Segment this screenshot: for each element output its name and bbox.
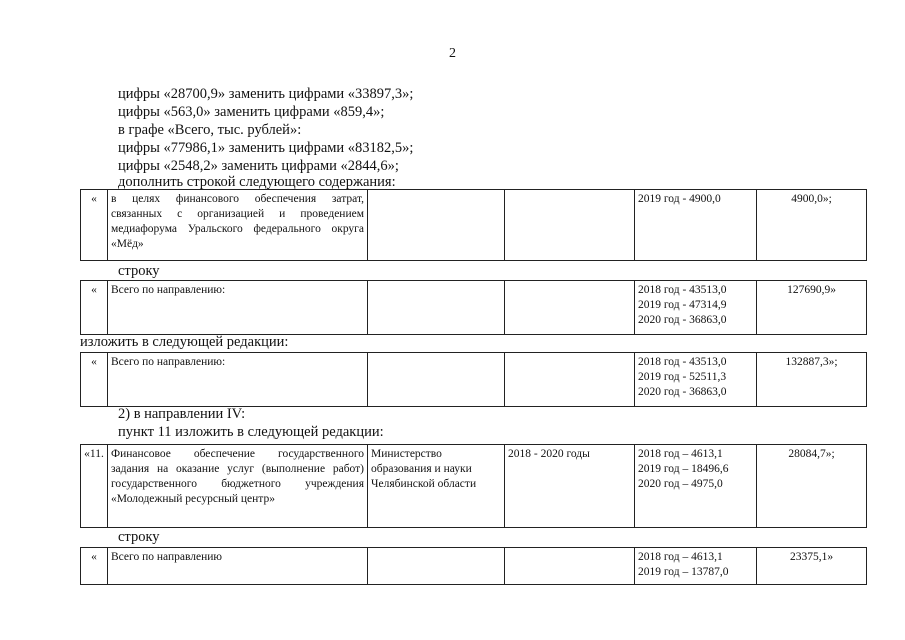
- row-executor: Министерство образования и науки Челябинской области: [368, 445, 505, 528]
- table-point-11: [80, 444, 867, 528]
- row-description: в целях финансового обеспечения затрат, связанных с организацией и проведением медиафорума Уральского федерального округа «Мёд»: [108, 190, 368, 261]
- intro-line-4: цифры «77986,1» заменить цифрами «83182,5»;: [118, 140, 414, 156]
- row-executor: [368, 548, 505, 585]
- label-direction: 2) в направлении IV:: [118, 406, 246, 422]
- row-years: 2018 год – 4613,1 2019 год – 13787,0: [635, 548, 757, 585]
- row-marker: «: [81, 281, 108, 335]
- row-period: 2018 - 2020 годы: [505, 445, 635, 528]
- table-old-total-iv: [80, 547, 867, 585]
- row-description: Финансовое обеспечение государственного задания на оказание услуг (выполнение работ) государственного бюджетного учреждения «Молодежный ресурсный центр»: [108, 445, 368, 528]
- row-period: [505, 190, 635, 261]
- label-stroku-2: строку: [118, 529, 160, 545]
- row-years: 2018 год - 43513,0 2019 год - 47314,9 2020 год - 36863,0: [635, 281, 757, 335]
- table-row: [81, 548, 867, 585]
- row-total: 127690,9»: [757, 281, 867, 335]
- row-marker: «: [81, 353, 108, 407]
- page-number: 2: [449, 46, 456, 61]
- row-executor: [368, 190, 505, 261]
- row-years: 2018 год – 4613,1 2019 год – 18496,6 2020 год – 4975,0: [635, 445, 757, 528]
- row-period: [505, 353, 635, 407]
- row-marker: «: [81, 548, 108, 585]
- row-total: 28084,7»;: [757, 445, 867, 528]
- intro-line-1: цифры «28700,9» заменить цифрами «33897,3»;: [118, 86, 414, 102]
- row-executor: [368, 353, 505, 407]
- label-point-11: пункт 11 изложить в следующей редакции:: [118, 424, 384, 440]
- label-stroku-1: строку: [118, 263, 160, 279]
- row-marker: «: [81, 190, 108, 261]
- label-edition-1: изложить в следующей редакции:: [80, 334, 289, 350]
- row-description: Всего по направлению:: [108, 353, 368, 407]
- table-new-total: [80, 352, 867, 407]
- intro-line-3: в графе «Всего, тыс. рублей»:: [118, 122, 302, 138]
- row-years: 2019 год - 4900,0: [635, 190, 757, 261]
- table-new-row: [80, 189, 867, 261]
- table-row: [81, 445, 867, 528]
- intro-line-6: дополнить строкой следующего содержания:: [118, 174, 396, 190]
- row-total: 132887,3»;: [757, 353, 867, 407]
- row-executor: [368, 281, 505, 335]
- intro-line-2: цифры «563,0» заменить цифрами «859,4»;: [118, 104, 385, 120]
- intro-line-5: цифры «2548,2» заменить цифрами «2844,6»;: [118, 158, 399, 174]
- row-description: Всего по направлению:: [108, 281, 368, 335]
- row-marker: «11.: [81, 445, 108, 528]
- table-row: [81, 353, 867, 407]
- row-period: [505, 281, 635, 335]
- table-row: [81, 190, 867, 261]
- row-total: 23375,1»: [757, 548, 867, 585]
- table-row: [81, 281, 867, 335]
- row-period: [505, 548, 635, 585]
- table-old-total: [80, 280, 867, 335]
- row-total: 4900,0»;: [757, 190, 867, 261]
- row-description: Всего по направлению: [108, 548, 368, 585]
- row-years: 2018 год - 43513,0 2019 год - 52511,3 2020 год - 36863,0: [635, 353, 757, 407]
